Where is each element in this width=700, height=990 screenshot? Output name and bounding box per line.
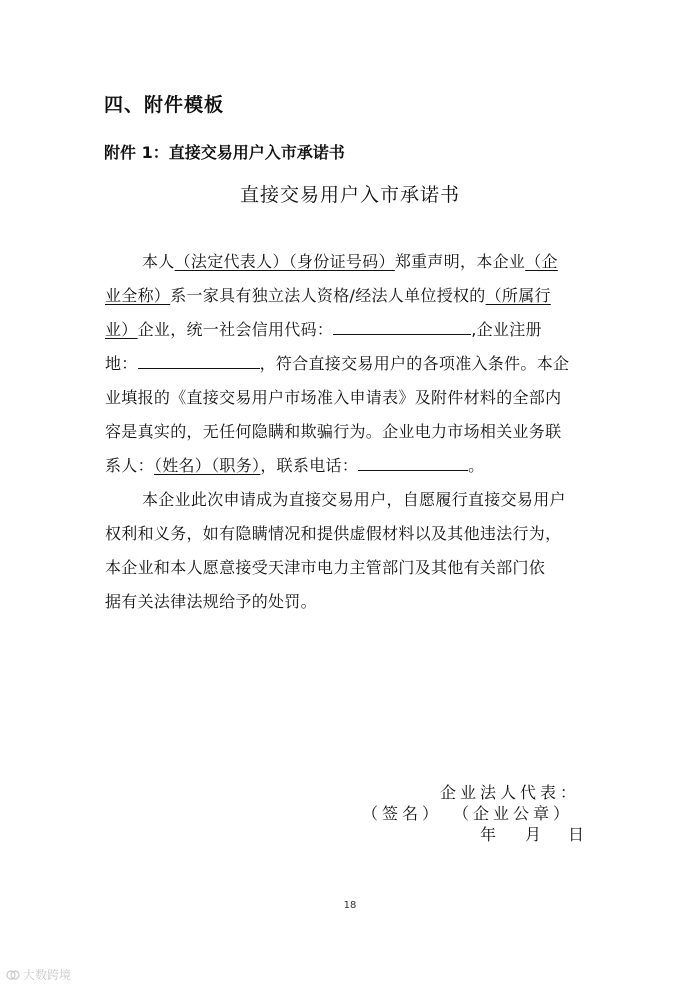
- date-year-label: 年: [480, 825, 501, 844]
- p2-line-3: 本企业和本人愿意接受天津市电力主管部门及其他有关部门依: [105, 558, 546, 577]
- date-day-label: 日: [568, 825, 589, 844]
- phone-blank: [358, 456, 468, 471]
- p2-line-4: 据有关法律法规给予的处罚。: [105, 592, 317, 611]
- registered-address-blank: [138, 354, 260, 369]
- industry-placeholder: （所属行: [485, 286, 551, 305]
- page-number: 18: [343, 900, 357, 911]
- credit-code-blank: [333, 320, 471, 335]
- text-segment: ，符合直接交易用户的各项准入条件。本企: [259, 354, 570, 373]
- watermark-logo-icon: [6, 969, 20, 981]
- date-month-label: 月: [525, 825, 546, 844]
- text-segment: 系一家具有独立法人资格/经法人单位授权的: [170, 286, 486, 305]
- text-segment: 本人: [142, 252, 175, 271]
- text-segment: ,企业注册: [471, 320, 542, 339]
- industry-placeholder: 业）: [105, 320, 138, 339]
- company-name-placeholder: （企: [525, 252, 558, 271]
- text-segment: 郑重声明，本企业: [394, 252, 526, 271]
- p2-line-1: 本企业此次申请成为直接交易用户，自愿履行直接交易用户: [142, 490, 566, 509]
- contact-placeholder: （姓名）（职务）: [153, 456, 261, 475]
- p1-line-5: 业填报的《直接交易用户市场准入申请表》及附件材料的全部内: [105, 388, 562, 407]
- signature-label: （签名）: [362, 804, 443, 823]
- watermark: [6, 966, 71, 983]
- p1-line-4: [105, 351, 569, 374]
- section-heading: 四、附件模板: [104, 94, 225, 116]
- company-seal-label: （企业公章）: [453, 804, 574, 823]
- text-segment: 。: [468, 456, 485, 475]
- watermark-text: 大数跨境: [23, 968, 72, 982]
- p1-line-6: 容是真实的，无任何隐瞒和欺骗行为。企业电力市场相关业务联: [105, 422, 562, 441]
- text-segment: 地：: [105, 354, 138, 373]
- company-name-placeholder: 业全称）: [105, 286, 171, 305]
- p1-line-3: [105, 317, 542, 340]
- p1-line-7: [105, 453, 484, 476]
- text-segment: 系人：: [105, 456, 154, 475]
- appendix-label: 附件 1：直接交易用户入市承诺书: [104, 143, 345, 162]
- text-segment: 企业，统一社会信用代码：: [137, 320, 334, 339]
- p1-line-2: [105, 283, 551, 306]
- document-title: 直接交易用户入市承诺书: [239, 184, 460, 206]
- text-segment: ，联系电话：: [260, 456, 359, 475]
- p1-line-1: [142, 249, 558, 272]
- representative-placeholder: （法定代表人）（身份证号码）: [174, 252, 395, 271]
- representative-label: 企业法人代表：: [440, 783, 581, 802]
- p2-line-2: 权利和义务，如有隐瞒情况和提供虚假材料以及其他违法行为，: [105, 524, 562, 543]
